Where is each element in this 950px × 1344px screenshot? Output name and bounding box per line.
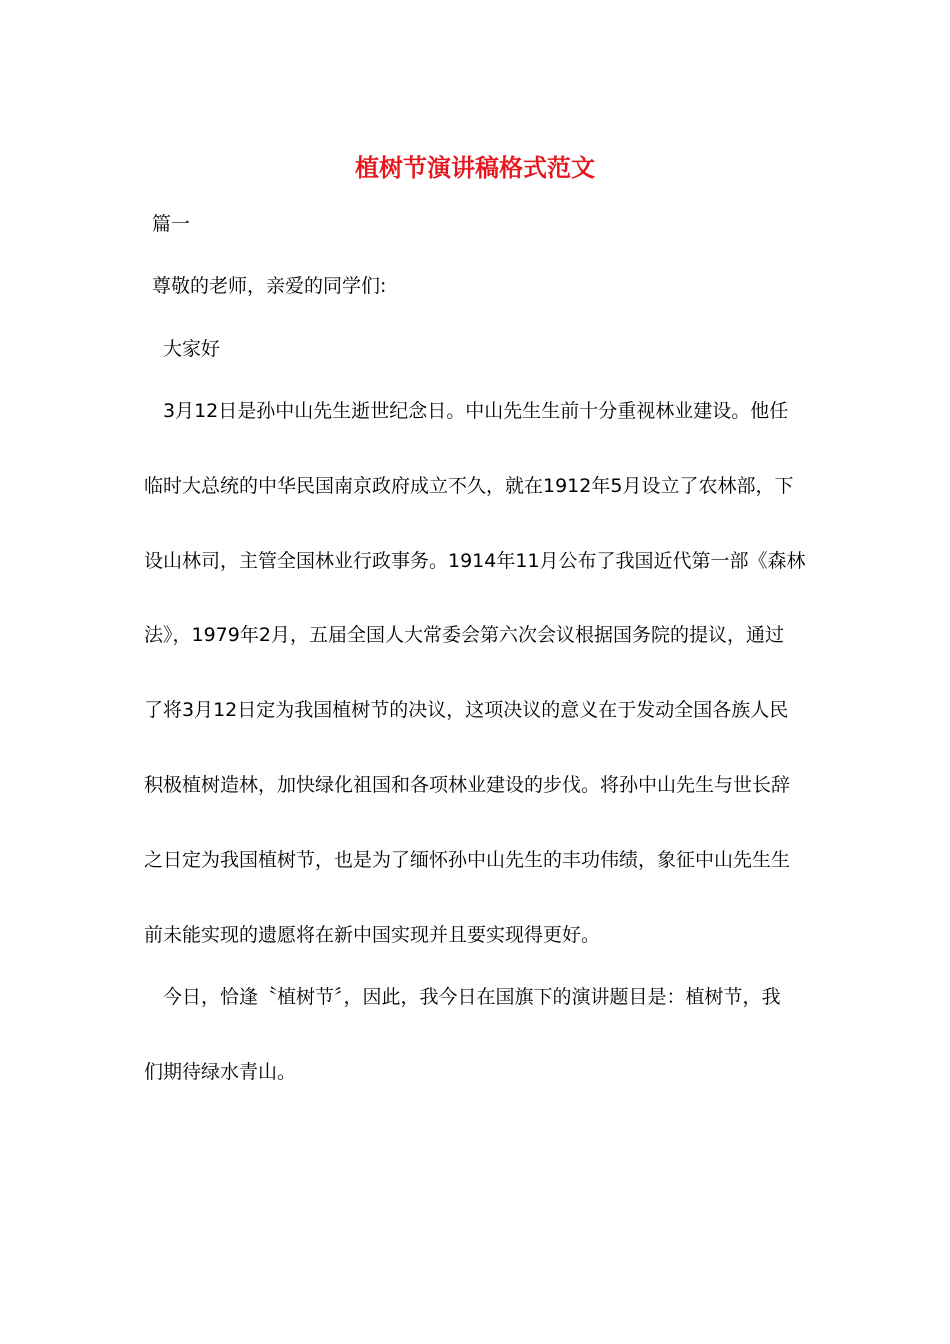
body-line: 临时大总统的中华民国南京政府成立不久，就在1912年5月设立了农林部，下 [144,475,794,497]
document-title: 植树节演讲稿格式范文 [355,153,595,182]
body-line: 了将3月12日定为我国植树节的决议，这项决议的意义在于发动全国各族人民 [144,699,789,721]
body-line: 设山林司，主管全国林业行政事务。1914年11月公布了我国近代第一部《森林 [144,550,806,572]
body-line: 们期待绿水青山。 [144,1061,297,1083]
body-line: 今日，恰逢〝植树节〞，因此，我今日在国旗下的演讲题目是：植树节，我 [163,986,781,1008]
body-line: 前未能实现的遗愿将在新中国实现并且要实现得更好。 [144,924,601,946]
greeting: 大家好 [163,338,221,360]
body-line: 3月12日是孙中山先生逝世纪念日。中山先生生前十分重视林业建设。他任 [163,400,789,422]
body-line: 之日定为我国植树节，也是为了缅怀孙中山先生的丰功伟绩，象征中山先生生 [144,849,791,871]
salutation: 尊敬的老师，亲爱的同学们: [152,275,387,297]
body-line: 积极植树造林，加快绿化祖国和各项林业建设的步伐。将孙中山先生与世长辞 [144,774,791,796]
section-heading: 篇一 [152,213,191,235]
body-line: 法》，1979年2月，五届全国人大常委会第六次会议根据国务院的提议，通过 [144,624,784,646]
